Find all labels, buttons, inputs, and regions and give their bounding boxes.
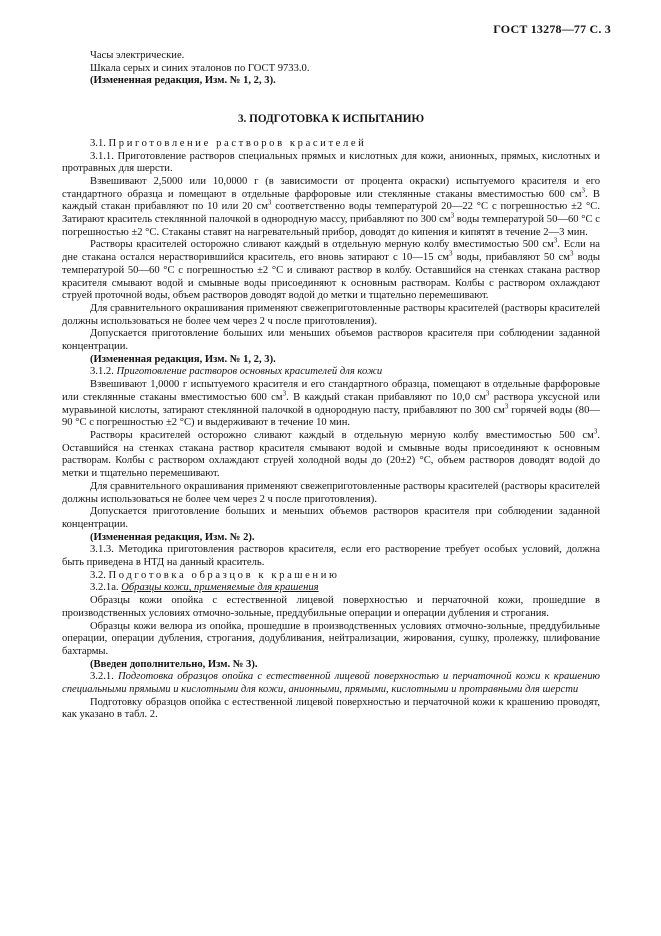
text-run: соответственно воды температурой 20—22 °С с погрешностью ±2 °С. Затирают краситель стеклянной палочкой в однородную массу, прибавляют по 300 см bbox=[62, 201, 600, 226]
text-run: раствора уксусной или муравьиной кислоты, затирают стеклянной палочкой в однородную пасту, прибавляют по 300 см bbox=[62, 391, 600, 416]
subsection-number: 3.2.1. bbox=[90, 671, 114, 683]
subsection-3-2-1 bbox=[62, 671, 600, 696]
amendment-2: (Измененная редакция, Изм. № 2). bbox=[90, 531, 255, 543]
subsection-3-1-2 bbox=[62, 366, 600, 379]
paragraph-allow-2: Допускается приготовление больших и меньших объемов растворов красителя при соблюдении заданной концентрации. bbox=[62, 506, 600, 530]
text-run: воды температурой 50—60 °С с погрешностью ±2 °С и сливают раствор в колбу. Оставшийся на стенках стакана раствор красителя смывают водой и смывные воды присоединяют к основным растворам. Колбы с раствором охлаждают струей проточной воды, объем растворов доводят водой до метки и тщательно перемешивают. bbox=[62, 252, 600, 302]
intro-line-scale: Шкала серых и синих эталонов по ГОСТ 9733.0. bbox=[90, 62, 310, 74]
section-heading: 3. ПОДГОТОВКА К ИСПЫТАНИЮ bbox=[237, 113, 425, 126]
text-run: горячей воды (80—90 °С с погрешностью ±2 °С) и выдерживают в течение 10 мин. bbox=[62, 404, 600, 429]
subsection-number: 3.2. bbox=[90, 569, 106, 581]
text-run: Растворы красителей осторожно сливают каждый в отдельную мерную колбу вместимостью 500 см bbox=[90, 239, 554, 251]
amendment-3: (Введен дополнительно, Изм. № 3). bbox=[90, 658, 258, 670]
subsection-title: Образцы кожи, применяемые для крашения bbox=[121, 582, 319, 594]
text-run: воды температурой 50—60 °С с погрешностью ±2 °С. Стаканы ставят на нагревательный прибор, доводят до кипения и кипятят в течение 2—3 мин. bbox=[62, 214, 600, 238]
paragraph-pour: Растворы красителей осторожно сливают каждый в отдельную мерную колбу вместимостью 500 $см^3$. Если на дне стакана остался нерастворившийся краситель, его вновь затирают с 10—15 $см^3$ воды, прибавляют 50 $см^3$ воды температурой 50—60 °С с погрешностью ±2 °С и сливают раствор в колбу. Оставшийся на стенках стакана раствор красителя смывают водой и смывные воды присоединяют к основным растворам. Колбы с раствором охлаждают струей проточной воды, объем растворов доводят водой до метки и тщательно перемешивают. bbox=[62, 236, 600, 302]
subsection-3-1 bbox=[62, 138, 600, 151]
subsection-number: 3.2.1а. bbox=[90, 582, 119, 594]
amendment-1: (Измененная редакция, Изм. № 1, 2, 3). bbox=[90, 353, 276, 365]
text-run: . В каждый стакан прибавляют по 10,0 см bbox=[286, 391, 486, 403]
paragraph-compare-2: Для сравнительного окрашивания применяют свежеприготовленные растворы красителей (растворы красителей должны использоваться не более чем через 2 ч после приготовления). bbox=[62, 480, 600, 505]
text-run: . В каждый стакан прибавляют по 10 или 20 см bbox=[62, 188, 600, 213]
intro-amendment: (Измененная редакция, Изм. № 1, 2, 3). bbox=[90, 75, 276, 87]
subsection-3-2-1a bbox=[62, 582, 600, 595]
paragraph-3-1-2-weigh: Взвешивают 1,0000 г испытуемого красителя и его стандартного образца, помещают в отдельные фарфоровые или стеклянные стаканы вместимостью 600 $см^3$. В каждый стакан прибавляют по 10,0 $см^3$ раствора уксусной или муравьиной кислоты, затирают стеклянной палочкой в однородную пасту, прибавляют по 300 $см^3$ горячей воды (80—90 °С с погрешностью ±2 °С) и выдерживают в течение 10 мин. bbox=[62, 379, 600, 429]
paragraph-3-2-1: Подготовку образцов опойка с естественной лицевой поверхностью и перчаточной кожи к крашению проводят, как указано в табл. 2. bbox=[62, 696, 600, 721]
text-run: Растворы красителей осторожно сливают каждый в отдельную мерную колбу вместимостью 500 см bbox=[90, 429, 594, 441]
paragraph-weigh: Взвешивают 2,5000 или 10,0000 г (в зависимости от процента окраски) испытуемого красителя и его стандартного образца и помещают в отдельные фарфоровые или стеклянные стаканы вместимостью 600 $см^3$. В каждый стакан прибавляют по 10 или 20 $см^3$ соответственно воды температурой 20—22 °С с погрешностью ±2 °С. Затирают краситель стеклянной палочкой в однородную массу, прибавляют по 300 $см^3$ воды температурой 50—60 °С с погрешностью ±2 °С. Стаканы ставят на нагревательный прибор, доводят до кипения и кипятят в течение 2—3 мин. bbox=[62, 175, 600, 238]
subsection-3-2 bbox=[62, 570, 600, 583]
paragraph-samples-1: Образцы кожи опойка с естественной лицевой поверхностью и перчаточной кожи, прошедшие в производственных условиях отмочно-зольные, преддубильные операции и операции дубления и строгания. bbox=[62, 595, 600, 619]
subsection-number: 3.1. bbox=[90, 137, 106, 149]
subsection-title: Приготовление растворов красителей bbox=[108, 137, 367, 149]
intro-line-clock: Часы электрические. bbox=[90, 50, 185, 61]
text-run: . Оставшийся на стенках стакана раствор красителя смывают водой и смывные воды присоединяют к основным растворам. Колбы с раствором охлаждают струей холодной воды до (20±2) °С, объем растворов доводят водой до метки и тщательно перемешивают. bbox=[62, 429, 600, 480]
paragraph-compare-1: Для сравнительного окрашивания применяют свежеприготовленные растворы красителей (растворы красителей должны использоваться не более чем через 2 ч после приготовления). bbox=[62, 302, 600, 327]
subsection-title: Приготовление растворов основных красителей для кожи bbox=[116, 366, 383, 378]
paragraph-3-1-3: 3.1.3. Методика приготовления растворов красителя, если его растворение требует особых условий, должна быть приведена в НТД на данный краситель. bbox=[62, 544, 600, 569]
paragraph-3-1-2-pour: Растворы красителей осторожно сливают каждый в отдельную мерную колбу вместимостью 500 $см^3$. Оставшийся на стенках стакана раствор красителя смывают водой и смывные воды присоединяют к основным растворам. Колбы с раствором охлаждают струей холодной воды до (20±2) °С, объем растворов доводят водой до метки и тщательно перемешивают. bbox=[62, 427, 600, 480]
paragraph-samples-2: Образцы кожи велюра из опойка, прошедшие в производственных условиях отмочно-зольные, преддубильные операции, операции дубления, строгания, додубливания, нейтрализации, жирования, сушку, пролежку, шлифование бахтармы. bbox=[62, 620, 600, 657]
text-run: воды, прибавляют 50 см bbox=[452, 252, 570, 264]
text-run: . Если на дне стакана остался нерастворившийся краситель, его вновь затирают с 10—15 см bbox=[62, 239, 600, 264]
subsection-title: Подготовка образцов к крашению bbox=[108, 569, 340, 581]
document-body bbox=[62, 50, 600, 722]
page-header: ГОСТ 13278—77 С. 3 bbox=[493, 22, 611, 36]
text-run: Взвешивают 1,0000 г испытуемого красителя и его стандартного образца, помещают в отдельные фарфоровые или стеклянные стаканы вместимостью 600 см bbox=[62, 379, 600, 403]
paragraph-3-1-1: 3.1.1. Приготовление растворов специальных прямых и кислотных для кожи, анионных, прямых, кислотных и протравных для шерсти. bbox=[62, 150, 600, 175]
paragraph-allow-1: Допускается приготовление больших или меньших объемов растворов красителя при соблюдении заданной концентрации. bbox=[62, 328, 600, 353]
subsection-number: 3.1.2. bbox=[90, 366, 114, 378]
subsection-title: Подготовка образцов опойка с естественной лицевой поверхностью и перчаточной кожи к крашению специальными прямыми и кислотными для кожи, анионными, прямыми, кислотными и протравными для шерсти bbox=[62, 671, 601, 696]
text-run: Взвешивают 2,5000 или 10,0000 г (в зависимости от процента окраски) испытуемого красителя и его стандартного образца и помещают в отдельные фарфоровые или стеклянные стаканы вместимостью 600 см bbox=[62, 175, 600, 200]
